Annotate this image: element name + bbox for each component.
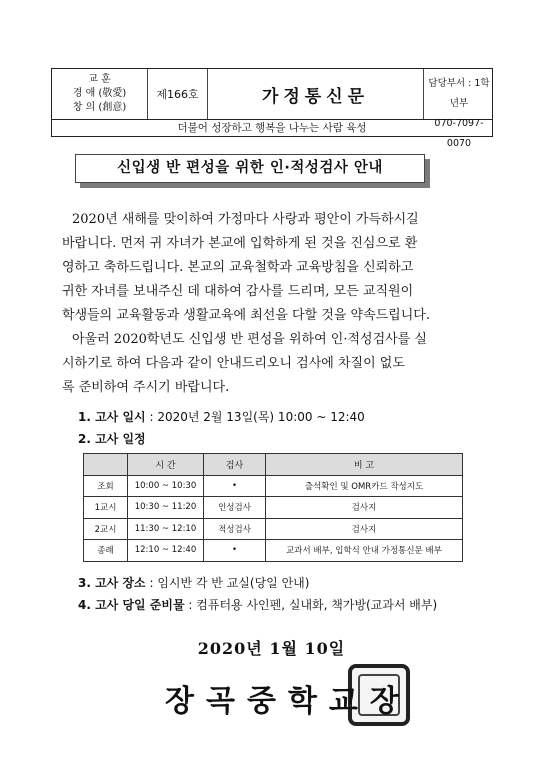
table-cell: 10:30 ~ 11:20 xyxy=(128,497,204,519)
section-value: : 컴퓨터용 사인펜, 실내화, 책가방(교과서 배부) xyxy=(184,598,438,612)
section-label: 1. 고사 일시 xyxy=(78,410,146,424)
school-principal-signature: 장곡중학교장 xyxy=(165,684,411,719)
table-header-cell: 비 고 xyxy=(266,454,463,476)
body-line: 아울러 2020학년도 신입생 반 편성을 위하여 인·적성검사를 실 xyxy=(72,332,427,347)
table-row xyxy=(84,475,463,497)
table-header-row xyxy=(84,454,463,476)
section-exam-location xyxy=(78,574,309,591)
table-row xyxy=(84,518,463,540)
table-cell: 종례 xyxy=(84,540,128,562)
table-header-cell: 검사 xyxy=(204,454,266,476)
notice-title: 신입생 반 편성을 위한 인·적성검사 안내 xyxy=(75,154,425,183)
school-slogan: 더불어 성장하고 행복을 나누는 사람 육성 xyxy=(51,120,493,137)
motto-title: 교 훈 xyxy=(88,74,111,85)
section-value: : 임시반 각 반 교실(당일 안내) xyxy=(145,576,310,590)
table-row xyxy=(84,540,463,562)
table-cell: 11:30 ~ 12:10 xyxy=(128,518,204,540)
phone-number: 070-7097-0070 xyxy=(434,118,484,149)
section-label: 2. 고사 일정 xyxy=(78,432,146,446)
department: 담당부서 : 1학년부 xyxy=(428,78,490,109)
body-line: 학생들의 교육활동과 생활교육에 최선을 다할 것을 약속드립니다. xyxy=(62,308,430,323)
table-cell: 12:10 ~ 12:40 xyxy=(128,540,204,562)
body-line: 록 준비하여 주시기 바랍니다. xyxy=(62,380,230,395)
table-cell: 인성검사 xyxy=(204,497,266,519)
table-cell: 적성검사 xyxy=(204,518,266,540)
motto-line-2: 창 의 (創意) xyxy=(72,102,127,113)
table-row xyxy=(84,497,463,519)
school-motto xyxy=(52,69,148,119)
table-cell: 2교시 xyxy=(84,518,128,540)
section-exam-datetime xyxy=(78,408,365,425)
table-cell: • xyxy=(204,475,266,497)
table-header-cell: 시 간 xyxy=(128,454,204,476)
motto-line-1: 경 애 (敬愛) xyxy=(72,88,127,99)
table-cell: • xyxy=(204,540,266,562)
table-header-cell xyxy=(84,454,128,476)
contact-info xyxy=(424,69,494,149)
body-line: 바랍니다. 먼저 귀 자녀가 본교에 입학하게 된 것을 진심으로 환 xyxy=(62,236,418,251)
body-line: 영하고 축하드립니다. 본교의 교육철학과 교육방침을 신뢰하고 xyxy=(62,260,414,275)
table-cell: 조회 xyxy=(84,475,128,497)
body-line: 2020년 새해를 맞이하여 가정마다 사랑과 평안이 가득하시길 xyxy=(72,212,419,227)
newsletter-title: 가정통신문 xyxy=(208,69,424,119)
section-exam-supplies xyxy=(78,596,437,613)
table-cell: 출석확인 및 OMR카드 작성지도 xyxy=(266,475,463,497)
section-label: 4. 고사 당일 준비물 xyxy=(78,598,185,612)
table-cell: 교과서 배부, 입학식 안내 가정통신문 배부 xyxy=(266,540,463,562)
body-line: 시하기로 하여 다음과 같이 안내드리오니 검사에 차질이 없도 xyxy=(62,356,405,371)
table-cell: 10:00 ~ 10:30 xyxy=(128,475,204,497)
section-exam-schedule xyxy=(78,430,146,447)
issue-date: 2020년 1월 10일 xyxy=(197,639,346,658)
table-cell: 검사지 xyxy=(266,518,463,540)
schedule-table xyxy=(83,453,463,562)
table-cell: 검사지 xyxy=(266,497,463,519)
section-value: : 2020년 2월 13일(목) 10:00 ~ 12:40 xyxy=(145,410,365,424)
table-cell: 1교시 xyxy=(84,497,128,519)
body-line: 귀한 자녀를 보내주신 데 대하여 감사를 드리며, 모든 교직원이 xyxy=(62,284,414,299)
issue-number: 제166호 xyxy=(148,69,208,119)
section-label: 3. 고사 장소 xyxy=(78,576,146,590)
